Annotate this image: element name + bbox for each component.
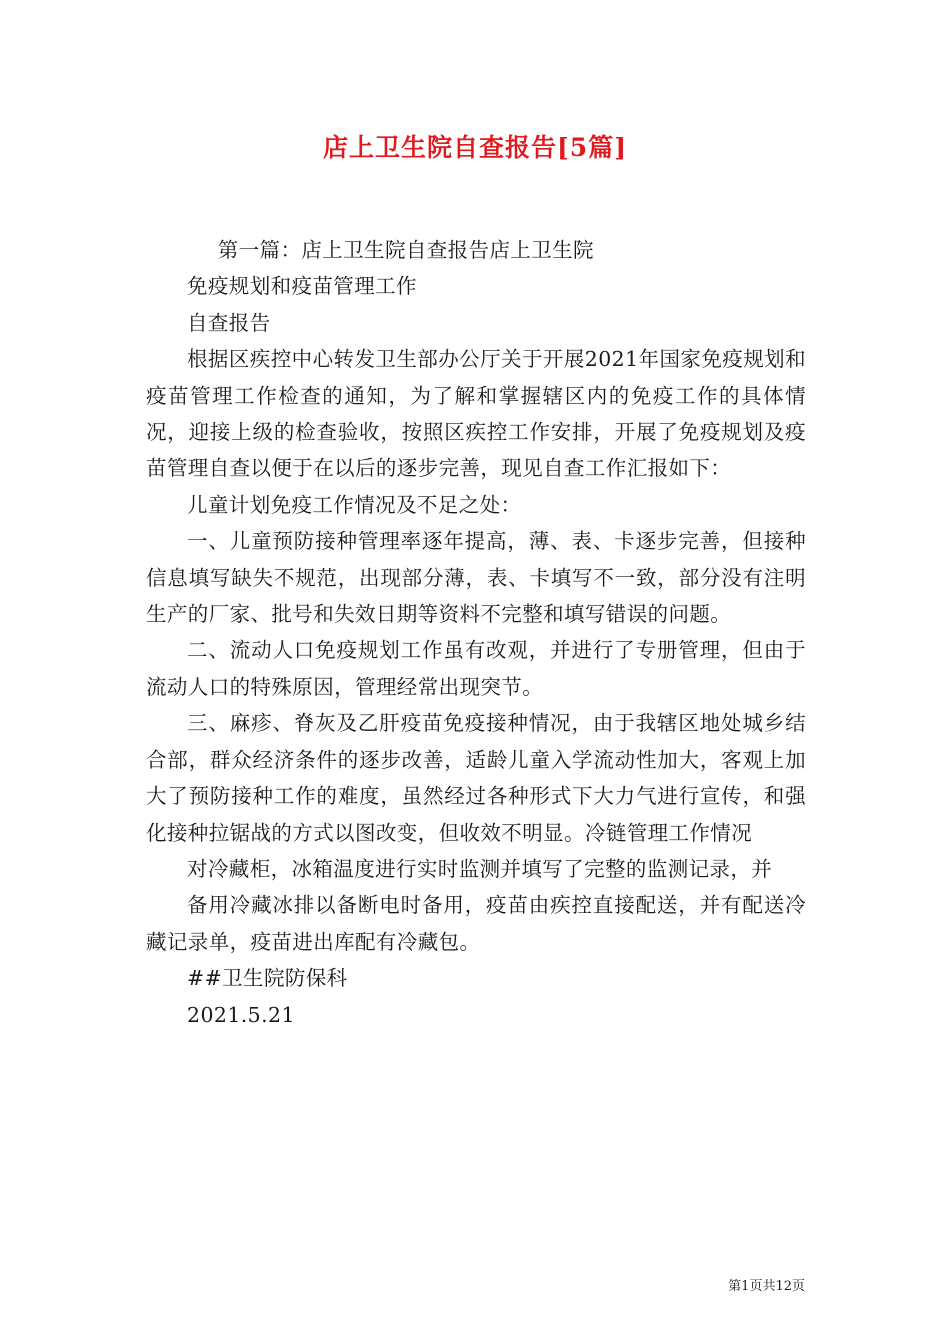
paragraph: 免疫规划和疫苗管理工作 (187, 274, 417, 299)
paragraph: 儿童计划免疫工作情况及不足之处： (187, 492, 522, 517)
page-number: 第1页共12页 (728, 1279, 805, 1294)
paragraph: 对冷藏柜，冰箱温度进行实时监测并填写了完整的监测记录，并 (187, 856, 773, 881)
paragraph: 三、麻疹、脊灰及乙肝疫苗免疫接种情况，由于我辖区地处城乡结合部，群众经济条件的逐步改善，适龄儿童入学流动性加大，客观上加大了预防接种工作的难度，虽然经过各种形式下大力气进行宣传，和强化接种拉锯战的方式以图改变，但收效不明显。冷链管理工作情况 (146, 711, 806, 845)
paragraph: 自查报告 (187, 310, 271, 335)
paragraph: 根据区疾控中心转发卫生部办公厅关于开展2021年国家免疫规划和疫苗管理工作检查的通知，为了解和掌握辖区内的免疫工作的具体情况，迎接上级的检查验收，按照区疾控工作安排，开展了免疫规划及疫苗管理自查以便于在以后的逐步完善，现见自查工作汇报如下： (146, 347, 806, 481)
paragraph: 备用冷藏冰排以备断电时备用，疫苗由疾控直接配送，并有配送冷藏记录单，疫苗进出库配有冷藏包。 (146, 893, 806, 954)
document-body (146, 232, 806, 1033)
document-title: 店上卫生院自查报告[5篇] (322, 133, 628, 162)
signature-department: ##卫生院防保科 (187, 966, 348, 991)
paragraph: 一、儿童预防接种管理率逐年提高，薄、表、卡逐步完善，但接种信息填写缺失不规范，出现部分薄，表、卡填写不一致，部分没有注明生产的厂家、批号和失效日期等资料不完整和填写错误的问题。 (146, 529, 806, 627)
paragraph: 第一篇：店上卫生院自查报告店上卫生院 (217, 238, 594, 262)
signature-date: 2021.5.21 (187, 1002, 295, 1027)
paragraph: 二、流动人口免疫规划工作虽有改观，并进行了专册管理，但由于流动人口的特殊原因，管理经常出现突节。 (146, 638, 806, 699)
